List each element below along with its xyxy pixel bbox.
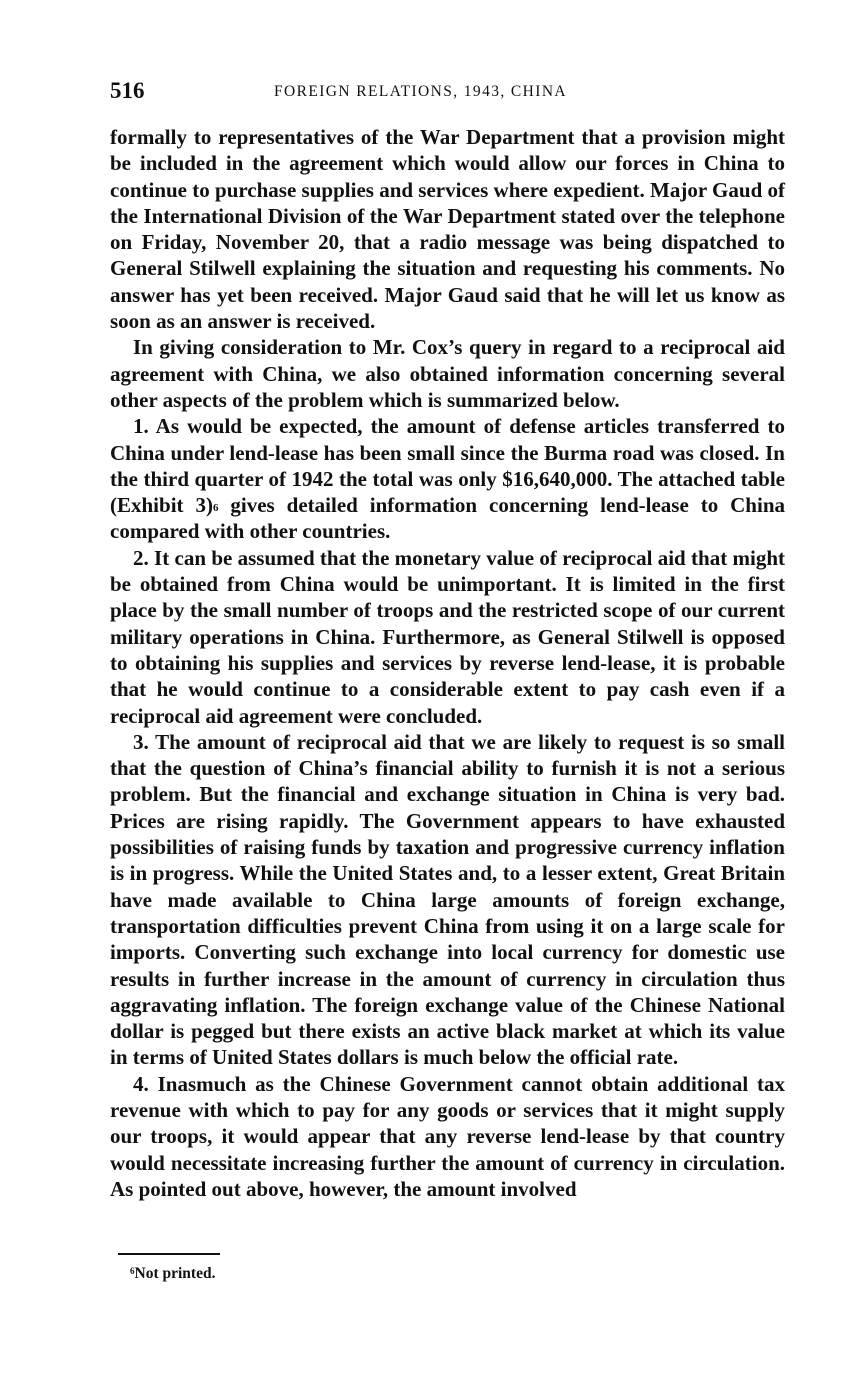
- body-text: [110, 124, 785, 1202]
- footnote-marker: 6: [130, 1266, 135, 1276]
- paragraph-item-4: 4. Inasmuch as the Chinese Government cannot obtain additional tax revenue with which to pay for any goods or services that it might supply our troops, it would appear that any reverse lend-lease by that country would necessitate increasing further the amount of currency in circulation. As pointed out above, however, the amount involved: [110, 1071, 785, 1201]
- paragraph-item-1-text-b: gives detailed information concerning lend-lease to China compared with other countries.: [110, 493, 785, 544]
- paragraph-item-1: [110, 413, 785, 544]
- footnote-reference: 6: [212, 502, 219, 515]
- page-header: [110, 78, 785, 108]
- page-number: 516: [110, 78, 145, 103]
- footnote-text: Not printed.: [134, 1265, 216, 1282]
- running-title: FOREIGN RELATIONS, 1943, CHINA: [274, 83, 568, 100]
- paragraph-item-3: 3. The amount of reciprocal aid that we are likely to request is so small that the question of China’s financial ability to furnish it is not a serious problem. But the financial and exchange situation in China is very bad. Prices are rising rapidly. The Government appears to have exhausted possibilities of raising funds by taxation and progressive currency inflation is in progress. While the United States and, to a lesser extent, Great Britain have made available to China large amounts of foreign exchange, transportation difficulties prevent China from using it on a large scale for imports. Converting such exchange into local currency for domestic use results in further increase in the amount of currency in circulation thus aggravating inflation. The foreign exchange value of the Chinese National dollar is pegged but there exists an active black market at which its value in terms of United States dollars is much below the official rate.: [110, 729, 785, 1070]
- footnote-divider: [118, 1253, 220, 1255]
- paragraph-intro: In giving consideration to Mr. Cox’s query in regard to a reciprocal aid agreement with China, we also obtained information concerning several other aspects of the problem which is summarized below.: [110, 335, 785, 412]
- footnote: [130, 1265, 215, 1283]
- paragraph-item-1-text-a: 1. As would be expected, the amount of defense articles transferred to China under lend-lease has been small since the Burma road was closed. In the third quarter of 1942 the total was only $16,640,000. The attached table (Exhibit 3): [110, 414, 785, 518]
- paragraph-item-2: 2. It can be assumed that the monetary value of reciprocal aid that might be obtained from China would be unimportant. It is limited in the first place by the small number of troops and the restricted scope of our current military operations in China. Furthermore, as General Stilwell is opposed to obtaining his supplies and services by reverse lend-lease, it is probable that he would continue to a considerable extent to pay cash even if a reciprocal aid agreement were concluded.: [110, 545, 785, 728]
- paragraph-continuation: formally to representatives of the War Department that a provision might be included in the agreement which would allow our forces in China to continue to purchase supplies and services where expedient. Major Gaud of the International Division of the War Department stated over the telephone on Friday, November 20, that a radio message was being dispatched to General Stilwell explaining the situation and requesting his comments. No answer has yet been received. Major Gaud said that he will let us know as soon as an answer is received.: [110, 125, 785, 334]
